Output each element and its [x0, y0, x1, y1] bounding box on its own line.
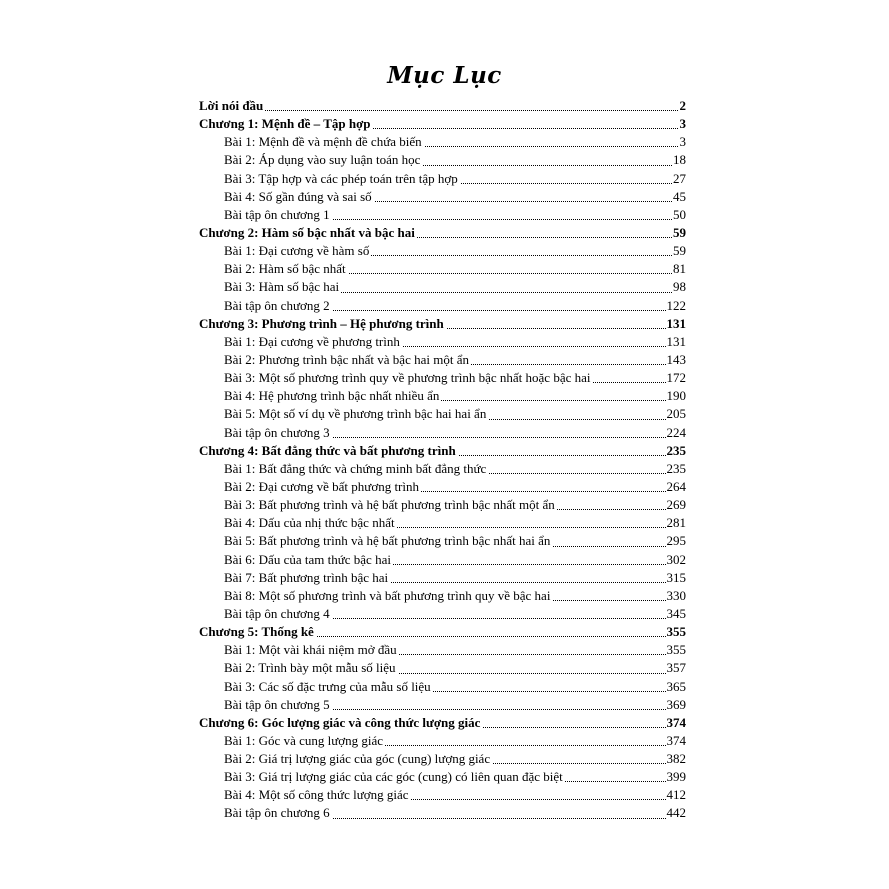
- toc-page-number: 98: [672, 278, 686, 296]
- toc-entry-label: Bài 2: Hàm số bậc nhất: [224, 261, 346, 277]
- toc-lesson-entry: [199, 605, 686, 623]
- toc-entry-label: Bài 8: Một số phương trình và bất phương trình quy về bậc hai: [224, 587, 551, 603]
- toc-entry-label: Bài tập ôn chương 5: [224, 696, 330, 712]
- toc-lesson-entry: [199, 297, 686, 315]
- toc-page-number: 59: [672, 224, 686, 242]
- toc-page-number: 59: [672, 242, 686, 260]
- toc-page-number: 357: [666, 659, 687, 677]
- toc-lesson-entry: [199, 170, 686, 188]
- page-title: Mục Lục: [387, 62, 502, 89]
- toc-entry-label: Bài 2: Giá trị lượng giác của góc (cung) lượng giác: [224, 751, 491, 767]
- toc-entry-label: Bài 1: Góc và cung lượng giác: [224, 732, 384, 748]
- toc-lesson-entry: [199, 424, 686, 442]
- toc-lesson-entry: [199, 532, 686, 550]
- dot-leader: [199, 110, 686, 111]
- toc-chapter-entry: [199, 623, 686, 641]
- toc-chapter-entry: [199, 97, 686, 115]
- toc-page-number: 122: [666, 297, 687, 315]
- toc-entry-label: Bài 4: Dấu của nhị thức bậc nhất: [224, 515, 395, 531]
- toc-entry-label: Bài 4: Một số công thức lượng giác: [224, 787, 409, 803]
- toc-entry-label: Bài 5: Bất phương trình và hệ bất phương trình bậc nhất hai ẩn: [224, 533, 551, 549]
- toc-entry-label: Bài 3: Bất phương trình và hệ bất phương trình bậc nhất một ẩn: [224, 497, 555, 513]
- toc-page-number: 143: [666, 351, 687, 369]
- toc-chapter-entry: [199, 442, 686, 460]
- toc-entry-label: Bài 3: Hàm số bậc hai: [224, 279, 340, 295]
- toc-entry-label: Bài 1: Đại cương về phương trình: [224, 333, 400, 349]
- toc-entry-label: Bài 3: Tập hợp và các phép toán trên tập hợp: [224, 170, 458, 186]
- toc-lesson-entry: [199, 641, 686, 659]
- toc-lesson-entry: [199, 678, 686, 696]
- toc-entry-label: Chương 5: Thống kê: [199, 624, 314, 640]
- toc-entry-label: Chương 2: Hàm số bậc nhất và bậc hai: [199, 224, 415, 240]
- toc-page-number: 382: [666, 750, 687, 768]
- toc-lesson-entry: [199, 732, 686, 750]
- toc-page-number: 2: [679, 97, 687, 115]
- toc-page-number: 345: [666, 605, 687, 623]
- toc-entry-label: Bài tập ôn chương 1: [224, 206, 330, 222]
- toc-entry-label: Bài 1: Bất đẳng thức và chứng minh bất đẳng thức: [224, 460, 487, 476]
- toc-lesson-entry: [199, 768, 686, 786]
- toc-chapter-entry: [199, 224, 686, 242]
- toc-page-number: 3: [679, 115, 687, 133]
- toc-page-number: 442: [666, 804, 687, 822]
- toc-entry-label: Bài 3: Các số đặc trưng của mẫu số liệu: [224, 678, 431, 694]
- toc-page-number: 369: [666, 696, 687, 714]
- toc-lesson-entry: [199, 405, 686, 423]
- toc-page-number: 45: [672, 188, 686, 206]
- toc-lesson-entry: [199, 333, 686, 351]
- toc-lesson-entry: [199, 478, 686, 496]
- toc-lesson-entry: [199, 188, 686, 206]
- toc-lesson-entry: [199, 133, 686, 151]
- toc-page-number: 172: [666, 369, 687, 387]
- toc-lesson-entry: [199, 387, 686, 405]
- toc-entry-label: Bài 6: Dấu của tam thức bậc hai: [224, 551, 391, 567]
- toc-page-number: 355: [666, 623, 687, 641]
- toc-lesson-entry: [199, 496, 686, 514]
- toc-lesson-entry: [199, 569, 686, 587]
- toc-page-number: 269: [666, 496, 687, 514]
- toc-entry-label: Lời nói đầu: [199, 98, 264, 113]
- toc-entry-label: Chương 4: Bất đẳng thức và bất phương trình: [199, 442, 456, 458]
- toc-lesson-entry: [199, 369, 686, 387]
- toc-page-number: 399: [666, 768, 687, 786]
- toc-entry-label: Bài 2: Áp dụng vào suy luận toán học: [224, 152, 421, 168]
- toc-page-number: 374: [666, 732, 687, 750]
- toc-entry-label: Chương 3: Phương trình – Hệ phương trình: [199, 315, 444, 331]
- toc-page-number: 374: [666, 714, 687, 732]
- table-of-contents: [199, 97, 686, 823]
- toc-page-number: 235: [666, 460, 687, 478]
- toc-lesson-entry: [199, 460, 686, 478]
- toc-entry-label: Bài tập ôn chương 4: [224, 605, 330, 621]
- toc-page-number: 315: [666, 569, 687, 587]
- toc-page-number: 3: [679, 133, 687, 151]
- toc-lesson-entry: [199, 551, 686, 569]
- toc-entry-label: Bài 4: Hệ phương trình bậc nhất nhiều ẩn: [224, 388, 440, 404]
- toc-entry-label: Bài 2: Phương trình bậc nhất và bậc hai một ẩn: [224, 351, 469, 367]
- toc-lesson-entry: [199, 750, 686, 768]
- toc-lesson-entry: [199, 696, 686, 714]
- toc-entry-label: Bài 5: Một số ví dụ về phương trình bậc hai hai ẩn: [224, 406, 487, 422]
- toc-entry-label: Chương 6: Góc lượng giác và công thức lượng giác: [199, 714, 481, 730]
- toc-entry-label: Bài 3: Giá trị lượng giác của các góc (cung) có liên quan đặc biệt: [224, 769, 563, 785]
- toc-page-number: 205: [666, 405, 687, 423]
- toc-entry-label: Chương 1: Mệnh đề – Tập hợp: [199, 116, 371, 132]
- toc-entry-label: Bài 4: Số gần đúng và sai số: [224, 188, 372, 204]
- toc-page-number: 295: [666, 532, 687, 550]
- toc-page-number: 131: [666, 315, 687, 333]
- toc-lesson-entry: [199, 278, 686, 296]
- toc-entry-label: Bài tập ôn chương 3: [224, 424, 330, 440]
- toc-page-number: 81: [672, 260, 686, 278]
- toc-lesson-entry: [199, 514, 686, 532]
- toc-page-number: 355: [666, 641, 687, 659]
- toc-lesson-entry: [199, 260, 686, 278]
- toc-entry-label: Bài 1: Đại cương về hàm số: [224, 243, 370, 259]
- toc-page-number: 224: [666, 424, 687, 442]
- toc-entry-label: Bài 1: Mệnh đề và mệnh đề chứa biến: [224, 134, 422, 150]
- toc-chapter-entry: [199, 315, 686, 333]
- toc-entry-label: Bài 2: Trình bày một mẫu số liệu: [224, 660, 396, 676]
- toc-page-number: 365: [666, 678, 687, 696]
- toc-lesson-entry: [199, 242, 686, 260]
- toc-entry-label: Bài 7: Bất phương trình bậc hai: [224, 569, 389, 585]
- toc-page-number: 330: [666, 587, 687, 605]
- toc-chapter-entry: [199, 714, 686, 732]
- toc-page-number: 302: [666, 551, 687, 569]
- toc-page-number: 264: [666, 478, 687, 496]
- toc-page-number: 131: [666, 333, 687, 351]
- toc-entry-label: Bài 3: Một số phương trình quy về phương trình bậc nhất hoặc bậc hai: [224, 370, 591, 386]
- toc-lesson-entry: [199, 587, 686, 605]
- toc-entry-label: Bài 1: Một vài khái niệm mở đầu: [224, 642, 397, 658]
- toc-lesson-entry: [199, 804, 686, 822]
- toc-entry-label: Bài 2: Đại cương về bất phương trình: [224, 478, 419, 494]
- toc-entry-label: Bài tập ôn chương 6: [224, 805, 330, 821]
- toc-page-number: 281: [666, 514, 687, 532]
- toc-lesson-entry: [199, 786, 686, 804]
- toc-page-number: 235: [666, 442, 687, 460]
- toc-chapter-entry: [199, 115, 686, 133]
- toc-page-number: 50: [672, 206, 686, 224]
- toc-page-number: 190: [666, 387, 687, 405]
- toc-page-number: 18: [672, 151, 686, 169]
- toc-lesson-entry: [199, 659, 686, 677]
- toc-page-number: 27: [672, 170, 686, 188]
- toc-page-number: 412: [666, 786, 687, 804]
- toc-entry-label: Bài tập ôn chương 2: [224, 297, 330, 313]
- toc-lesson-entry: [199, 151, 686, 169]
- toc-lesson-entry: [199, 206, 686, 224]
- toc-lesson-entry: [199, 351, 686, 369]
